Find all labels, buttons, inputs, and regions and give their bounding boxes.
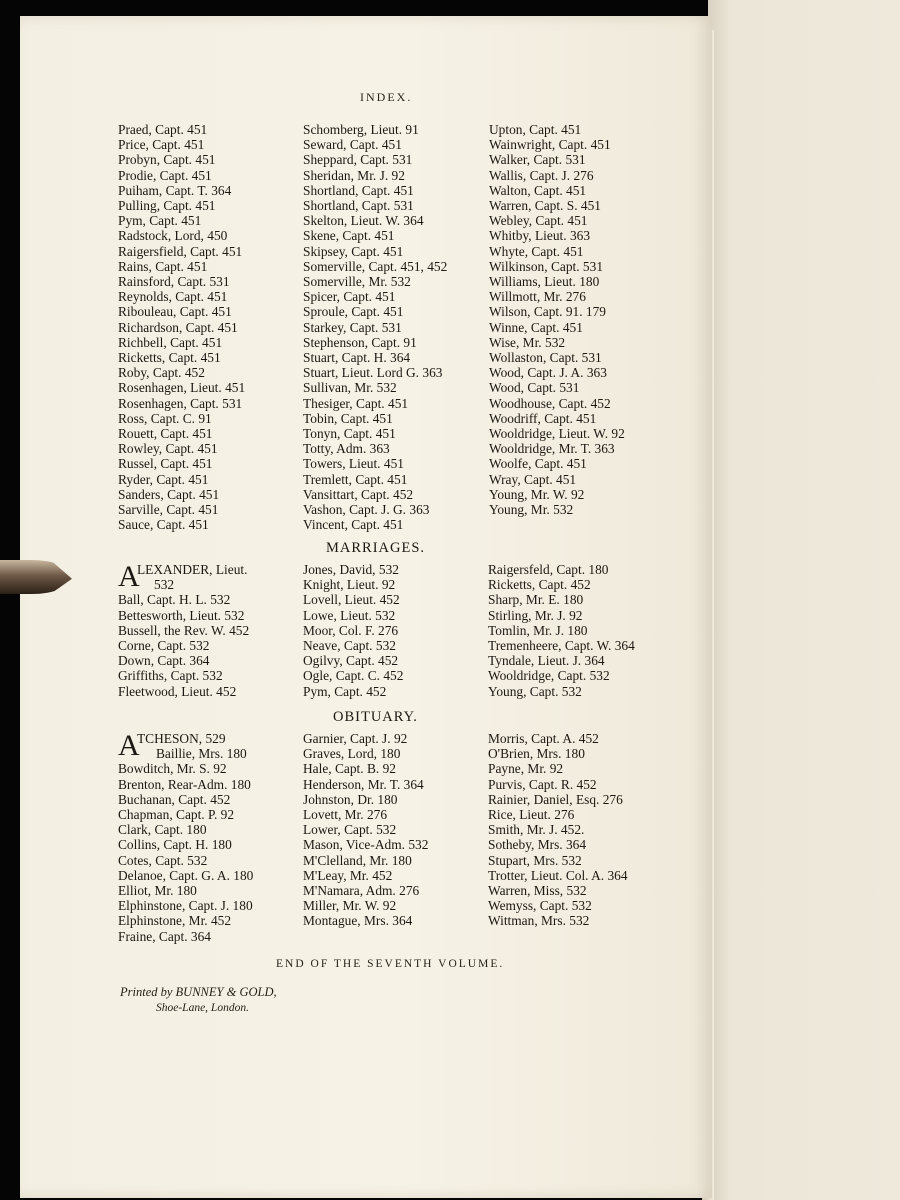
- obituary-heading: OBITUARY.: [333, 709, 418, 725]
- index-entry: Wise, Mr. 532: [489, 334, 566, 350]
- index-entry: Sproule, Capt. 451: [303, 304, 404, 320]
- index-entry: Ryder, Capt. 451: [118, 471, 209, 487]
- index-entry: Raigersfeld, Capt. 180: [488, 562, 609, 577]
- index-entry: Ogle, Capt. C. 452: [303, 668, 404, 684]
- first-entry-page: 532: [154, 577, 175, 593]
- marriages-column-3: [488, 562, 635, 699]
- imprint-line-2: Shoe-Lane, London.: [156, 1002, 249, 1014]
- index-entry: Stephenson, Capt. 91: [303, 334, 417, 350]
- index-entry: Whitby, Lieut. 363: [489, 228, 591, 244]
- index-entry: Wittman, Mrs. 532: [488, 913, 590, 929]
- index-entry: Walker, Capt. 531: [489, 152, 586, 168]
- index-entry: Knight, Lieut. 92: [303, 577, 396, 593]
- index-entry: Vansittart, Capt. 452: [303, 486, 414, 502]
- index-entry: Woodriff, Capt. 451: [489, 410, 597, 426]
- index-entry: Probyn, Capt. 451: [118, 152, 216, 168]
- index-entry: Stupart, Mrs. 532: [488, 852, 582, 868]
- index-entry: Pulling, Capt. 451: [118, 198, 216, 214]
- index-entry: Sanders, Capt. 451: [118, 486, 220, 502]
- index-entry: Praed, Capt. 451: [118, 122, 208, 137]
- index-entry: Lovett, Mr. 276: [303, 807, 388, 823]
- index-entry: Reynolds, Capt. 451: [118, 289, 228, 305]
- index-entry: Towers, Lieut. 451: [303, 456, 404, 472]
- index-entry: Rowley, Capt. 451: [118, 441, 218, 457]
- index-entry: Henderson, Mr. T. 364: [303, 776, 424, 792]
- index-entry: Vashon, Capt. J. G. 363: [303, 502, 430, 518]
- index-entry: Starkey, Capt. 531: [303, 319, 402, 335]
- index-entry: Brenton, Rear-Adm. 180: [118, 776, 251, 792]
- index-entry: Elliot, Mr. 180: [118, 883, 197, 899]
- index-entry: Skipsey, Capt. 451: [303, 243, 404, 259]
- index-entry: Webley, Capt. 451: [489, 213, 588, 229]
- index-entry: Collins, Capt. H. 180: [118, 837, 232, 853]
- index-entry: Ricketts, Capt. 452: [488, 577, 591, 593]
- index-entry: Skene, Capt. 451: [303, 228, 395, 244]
- index-entry: Roby, Capt. 452: [118, 365, 205, 381]
- index-entry: Mason, Vice-Adm. 532: [303, 837, 429, 853]
- index-entry: Elphinstone, Capt. J. 180: [118, 898, 253, 914]
- index-entry: Graves, Lord, 180: [303, 746, 401, 762]
- index-entry: Skelton, Lieut. W. 364: [303, 213, 424, 229]
- obituary-first-entry: [118, 731, 253, 761]
- index-entry: Rains, Capt. 451: [118, 258, 208, 274]
- index-entry: Cotes, Capt. 532: [118, 852, 208, 868]
- index-entry: Wilson, Capt. 91. 179: [489, 304, 606, 320]
- obituary-column-1: [118, 731, 253, 944]
- index-entry: Thesiger, Capt. 451: [303, 395, 409, 411]
- index-entry: Lowe, Lieut. 532: [303, 607, 396, 623]
- index-entry: Sharp, Mr. E. 180: [488, 592, 584, 608]
- index-entry: Young, Capt. 532: [488, 683, 582, 699]
- index-entry: Miller, Mr. W. 92: [303, 898, 397, 914]
- index-entry: Tremlett, Capt. 451: [303, 471, 408, 487]
- index-entry: Hale, Capt. B. 92: [303, 761, 396, 777]
- index-entry: Spicer, Capt. 451: [303, 289, 396, 305]
- index-entry: Stuart, Capt. H. 364: [303, 350, 411, 366]
- index-entry: Rouett, Capt. 451: [118, 426, 213, 442]
- index-entry: Buchanan, Capt. 452: [118, 791, 231, 807]
- index-entry: Ricketts, Capt. 451: [118, 350, 221, 366]
- first-entry-text: LEXANDER, Lieut.: [137, 562, 248, 577]
- index-entry: Morris, Capt. A. 452: [488, 731, 599, 746]
- index-entry: Totty, Adm. 363: [303, 441, 390, 457]
- index-entry: Bettesworth, Lieut. 532: [118, 607, 245, 623]
- index-entry: Ogilvy, Capt. 452: [303, 653, 399, 669]
- index-entry: Garnier, Capt. J. 92: [303, 731, 408, 746]
- index-entry: Wilkinson, Capt. 531: [489, 258, 604, 274]
- index-entry: Stirling, Mr. J. 92: [488, 607, 583, 623]
- index-entry: Tobin, Capt. 451: [303, 410, 393, 426]
- drop-cap: A: [118, 729, 140, 762]
- index-entry: M'Leay, Mr. 452: [303, 867, 393, 883]
- index-entry: Payne, Mr. 92: [488, 761, 564, 777]
- index-entry: Wemyss, Capt. 532: [488, 898, 592, 914]
- index-entry: Tyndale, Lieut. J. 364: [488, 653, 605, 669]
- index-entry: Rosenhagen, Lieut. 451: [118, 380, 246, 396]
- index-entry: Sullivan, Mr. 532: [303, 380, 397, 396]
- index-entry: Woodhouse, Capt. 452: [489, 395, 611, 411]
- index-entry: Shortland, Capt. 451: [303, 182, 414, 198]
- facing-page: [708, 0, 900, 1200]
- index-entry: Wray, Capt. 451: [489, 471, 577, 487]
- obituary-column-3: [488, 731, 628, 929]
- index-entry: Woolfe, Capt. 451: [489, 456, 587, 472]
- obituary-column-2: [303, 731, 428, 929]
- index-entry: Chapman, Capt. P. 92: [118, 807, 235, 823]
- index-entry: Whyte, Capt. 451: [489, 243, 584, 259]
- index-entry: Wooldridge, Capt. 532: [488, 668, 610, 684]
- index-entry: Trotter, Lieut. Col. A. 364: [488, 867, 628, 883]
- index-entry: Lovell, Lieut. 452: [303, 592, 400, 608]
- index-entry: M'Clelland, Mr. 180: [303, 852, 412, 868]
- index-entry: Schomberg, Lieut. 91: [303, 122, 419, 137]
- index-entry: Sheppard, Capt. 531: [303, 152, 413, 168]
- imprint-line-1: Printed by BUNNEY & GOLD,: [120, 985, 277, 999]
- marriages-column-1: [118, 562, 249, 699]
- index-entry: Wood, Capt. J. A. 363: [489, 365, 607, 381]
- first-entry-text: TCHESON, 529: [137, 731, 226, 746]
- index-entry: Down, Capt. 364: [118, 653, 210, 669]
- index-entry: Sheridan, Mr. J. 92: [303, 167, 405, 183]
- index-entry: Stuart, Lieut. Lord G. 363: [303, 365, 443, 381]
- index-entry: Russel, Capt. 451: [118, 456, 213, 472]
- first-entry-continuation: Baillie, Mrs. 180: [156, 746, 247, 762]
- index-entry: Winne, Capt. 451: [489, 319, 583, 335]
- index-entry: O'Brien, Mrs. 180: [488, 746, 585, 762]
- index-entry: Jones, David, 532: [303, 562, 399, 577]
- index-entry: Warren, Miss, 532: [488, 883, 587, 899]
- index-entry: Fraine, Capt. 364: [118, 928, 211, 944]
- index-entry: Young, Mr. W. 92: [489, 486, 585, 502]
- index-entry: Rainsford, Capt. 531: [118, 274, 230, 290]
- index-entry: Richardson, Capt. 451: [118, 319, 238, 335]
- index-entry: Wainwright, Capt. 451: [489, 137, 611, 153]
- index-entry: Griffiths, Capt. 532: [118, 668, 223, 684]
- index-entry: Ross, Capt. C. 91: [118, 410, 212, 426]
- index-entry: Fleetwood, Lieut. 452: [118, 683, 237, 699]
- printer-imprint: [120, 984, 277, 1016]
- index-entry: Delanoe, Capt. G. A. 180: [118, 867, 254, 883]
- index-entry: Moor, Col. F. 276: [303, 622, 399, 638]
- index-entry: Vincent, Capt. 451: [303, 517, 404, 533]
- index-entry: Bowditch, Mr. S. 92: [118, 761, 227, 777]
- index-entry: Bussell, the Rev. W. 452: [118, 622, 250, 638]
- index-entry: Sarville, Capt. 451: [118, 502, 219, 518]
- index-entry: Raigersfield, Capt. 451: [118, 243, 243, 259]
- index-entry: Tonyn, Capt. 451: [303, 426, 396, 442]
- index-entry: Tremenheere, Capt. W. 364: [488, 638, 635, 654]
- index-entry: Ball, Capt. H. L. 532: [118, 592, 231, 608]
- index-entry: Elphinstone, Mr. 452: [118, 913, 232, 929]
- index-entry: Johnston, Dr. 180: [303, 791, 398, 807]
- index-entry: Ribouleau, Capt. 451: [118, 304, 232, 320]
- marriages-heading: MARRIAGES.: [326, 540, 426, 556]
- index-entry: Upton, Capt. 451: [489, 122, 582, 137]
- index-column-3: [489, 122, 625, 517]
- index-entry: M'Namara, Adm. 276: [303, 883, 420, 899]
- index-entry: Wood, Capt. 531: [489, 380, 580, 396]
- index-entry: Rainier, Daniel, Esq. 276: [488, 791, 623, 807]
- index-entry: Wollaston, Capt. 531: [489, 350, 602, 366]
- index-entry: Rice, Lieut. 276: [488, 807, 575, 823]
- index-entry: Seward, Capt. 451: [303, 137, 402, 153]
- index-entry: Tomlin, Mr. J. 180: [488, 622, 588, 638]
- index-entry: Corne, Capt. 532: [118, 638, 210, 654]
- index-entry: Smith, Mr. J. 452.: [488, 822, 585, 838]
- index-entry: Willmott, Mr. 276: [489, 289, 586, 305]
- marriages-column-2: [303, 562, 403, 699]
- marriages-first-entry: [118, 562, 249, 592]
- index-entry: Price, Capt. 451: [118, 137, 205, 153]
- index-entry: Wallis, Capt. J. 276: [489, 167, 594, 183]
- index-entry: Williams, Lieut. 180: [489, 274, 600, 290]
- index-entry: Pym, Capt. 452: [303, 683, 387, 699]
- index-entry: Walton, Capt. 451: [489, 182, 587, 198]
- index-entry: Neave, Capt. 532: [303, 638, 396, 654]
- index-column-2: [303, 122, 447, 532]
- index-entry: Young, Mr. 532: [489, 502, 574, 518]
- index-entry: Rosenhagen, Capt. 531: [118, 395, 243, 411]
- index-entry: Sotheby, Mrs. 364: [488, 837, 587, 853]
- index-entry: Somerville, Mr. 532: [303, 274, 411, 290]
- index-entry: Pym, Capt. 451: [118, 213, 202, 229]
- drop-cap: A: [118, 560, 140, 593]
- index-entry: Montague, Mrs. 364: [303, 913, 413, 929]
- index-entry: Lower, Capt. 532: [303, 822, 397, 838]
- index-entry: Radstock, Lord, 450: [118, 228, 228, 244]
- running-head: INDEX.: [360, 90, 413, 104]
- index-entry: Somerville, Capt. 451, 452: [303, 258, 448, 274]
- index-entry: Richbell, Capt. 451: [118, 334, 223, 350]
- index-entry: Prodie, Capt. 451: [118, 167, 212, 183]
- end-of-volume-line: END OF THE SEVENTH VOLUME.: [276, 958, 505, 970]
- index-entry: Sauce, Capt. 451: [118, 517, 209, 533]
- index-entry: Wooldridge, Mr. T. 363: [489, 441, 615, 457]
- index-entry: Clark, Capt. 180: [118, 822, 207, 838]
- index-entry: Warren, Capt. S. 451: [489, 198, 601, 214]
- index-entry: Wooldridge, Lieut. W. 92: [489, 426, 625, 442]
- index-entry: Purvis, Capt. R. 452: [488, 776, 597, 792]
- index-entry: Puiham, Capt. T. 364: [118, 182, 232, 198]
- index-column-1: [118, 122, 245, 532]
- index-entry: Shortland, Capt. 531: [303, 198, 414, 214]
